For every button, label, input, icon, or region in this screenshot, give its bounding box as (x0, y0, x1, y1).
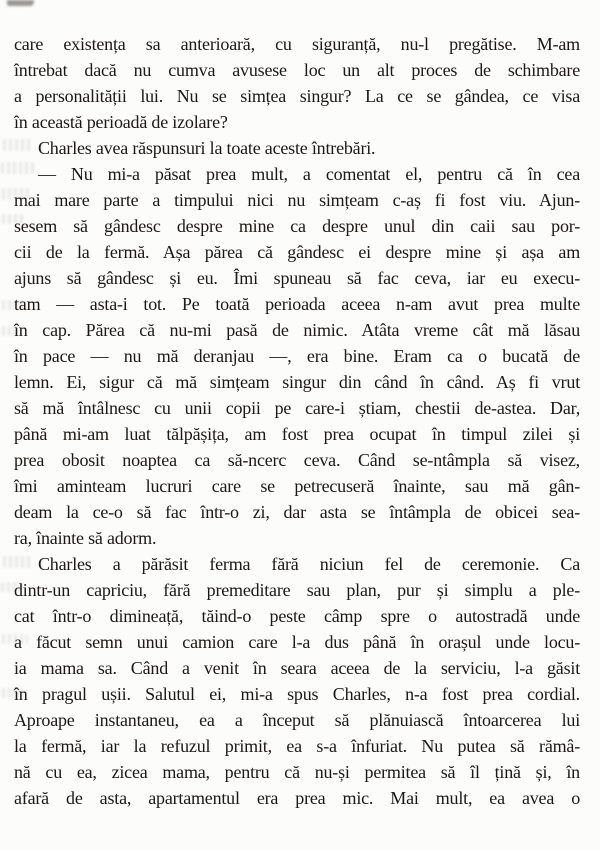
text-line (14, 655, 580, 681)
text-line (14, 187, 580, 213)
text-line (14, 265, 580, 291)
text-line-content: dintr-un capriciu, fără premeditare sau plan, pur și simplu a ple- (14, 580, 580, 600)
text-line (14, 525, 580, 551)
text-line (14, 135, 580, 161)
text-line-content: în pace — nu mă deranjau —, era bine. Eram ca o bucată de (14, 346, 580, 366)
text-line (14, 473, 580, 499)
text-line (14, 681, 580, 707)
text-line (14, 369, 580, 395)
text-line-content: deam la ce-o să fac într-o zi, dar asta se întâmpla de obicei sea- (14, 502, 580, 522)
text-line (14, 57, 580, 83)
text-line-content: Charles a părăsit ferma fără niciun fel de ceremonie. Ca (38, 554, 580, 574)
text-line (14, 577, 580, 603)
text-line (14, 31, 580, 57)
paragraph (14, 551, 580, 811)
text-line-content: care existența sa anterioară, cu siguranță, nu-l pregătise. M-am (14, 34, 580, 54)
text-line-content: la fermă, iar la refuzul primit, ea s-a înfuriat. Nu putea să rămâ- (14, 736, 580, 756)
text-line (14, 447, 580, 473)
text-line (14, 395, 580, 421)
text-line (14, 785, 580, 811)
scan-smudge (7, 0, 34, 6)
text-line-content: în cap. Părea că nu-mi pasă de nimic. Atâta vreme cât mă lăsau (14, 320, 580, 340)
text-line-content: până mi-am luat tălpășița, am fost prea ocupat în timpul zilei și (14, 424, 580, 444)
text-line (14, 239, 580, 265)
text-line-content: ajuns să gândesc și eu. Îmi spuneau să fac ceva, iar eu execu- (14, 268, 580, 288)
text-line-content: ra, înainte să adorm. (14, 528, 157, 548)
text-line (14, 343, 580, 369)
text-block (14, 31, 580, 811)
text-line-content: afară de asta, apartamentul era prea mic. Mai mult, ea avea o (14, 788, 580, 808)
text-line (14, 629, 580, 655)
text-line (14, 317, 580, 343)
text-line (14, 291, 580, 317)
text-line-content: mai mare parte a timpului nici nu simțeam c-aș fi fost viu. Ajun- (14, 190, 580, 210)
text-line-content: nă cu ea, zicea mama, pentru că nu-și permitea să îl țină și, în (14, 762, 580, 782)
text-line-content: sesem să gândesc despre mine ca despre unul din caii sau por- (14, 216, 580, 236)
text-line-content: în această perioadă de izolare? (14, 112, 228, 132)
text-line (14, 733, 580, 759)
text-line (14, 707, 580, 733)
text-line-content: tam — asta-i tot. Pe toată perioada aceea n-am avut prea multe (14, 294, 580, 314)
text-line-content: cat într-o dimineață, tăind-o peste câmp spre o autostradă unde (14, 606, 580, 626)
text-line-content: îmi aminteam lucruri care se petrecuseră înainte, sau mă gân- (14, 476, 580, 496)
text-line (14, 551, 580, 577)
text-line-content: Charles avea răspunsuri la toate aceste întrebări. (38, 138, 376, 158)
paragraph (14, 31, 580, 135)
text-line-content: în pragul ușii. Salutul ei, mi-a spus Charles, n-a fost prea cordial. (14, 684, 580, 704)
text-line-content: — Nu mi-a păsat prea mult, a comentat el, pentru că în cea (38, 164, 580, 184)
text-line-content: ia mama sa. Când a venit în seara aceea de la serviciu, l-a găsit (14, 658, 580, 678)
text-line (14, 161, 580, 187)
text-line (14, 213, 580, 239)
text-line-content: prea obosit noaptea ca să-ncerc ceva. Când se-ntâmpla să visez, (14, 450, 580, 470)
paragraph (14, 161, 580, 551)
text-line (14, 759, 580, 785)
text-line (14, 603, 580, 629)
text-line (14, 499, 580, 525)
text-line-content: cii de la fermă. Așa părea că gândesc ei despre mine și așa am (14, 242, 580, 262)
text-line (14, 109, 580, 135)
text-line (14, 83, 580, 109)
text-line-content: Aproape instantaneu, ea a început să plănuiască întoarcerea lui (14, 710, 580, 730)
text-line-content: lemn. Ei, sigur că mă simțeam singur din când în când. Aș fi vrut (14, 372, 580, 392)
text-line (14, 421, 580, 447)
text-line-content: întrebat dacă nu cumva avusese loc un alt proces de schimbare (14, 60, 580, 80)
text-line-content: să mă întâlnesc cu unii copii pe care-i știam, chestii de-astea. Dar, (14, 398, 580, 418)
text-line-content: a personalității lui. Nu se simțea singur? La ce se gândea, ce visa (14, 86, 580, 106)
text-line-content: a făcut semn unui camion care l-a dus până în orașul unde locu- (14, 632, 580, 652)
paragraph (14, 135, 580, 161)
